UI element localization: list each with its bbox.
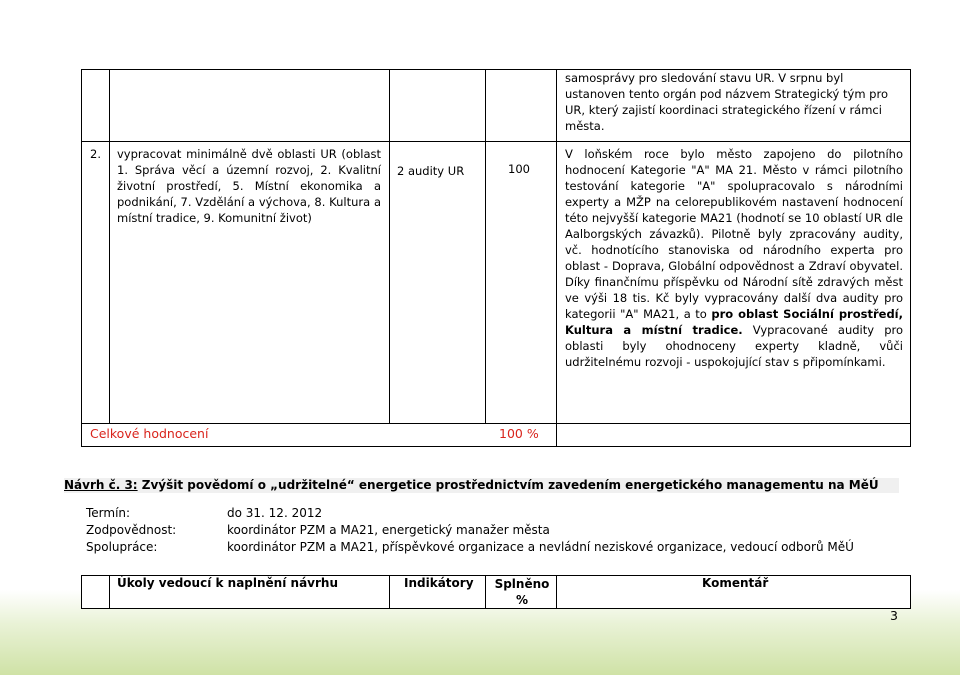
table-divider bbox=[485, 575, 486, 609]
detail-row bbox=[86, 522, 550, 539]
table-divider bbox=[556, 575, 557, 609]
header-comment: Komentář bbox=[702, 576, 769, 590]
detail-value: do 31. 12. 2012 bbox=[227, 506, 323, 520]
table-divider bbox=[109, 575, 110, 609]
page-number: 3 bbox=[890, 608, 898, 623]
row-number: 2. bbox=[90, 147, 101, 161]
detail-value: koordinátor PZM a MA21, příspěvkové organizace a nevládní neziskové organizace, vedoucí odborů MěÚ bbox=[227, 540, 854, 554]
header-tasks: Úkoly vedoucí k naplnění návrhu bbox=[117, 576, 338, 590]
total-value: 100 % bbox=[499, 426, 539, 441]
comment-bold: pro oblast Sociální prostředí, Kultura a místní tradice. bbox=[565, 307, 903, 337]
details-list bbox=[86, 505, 854, 556]
table-divider bbox=[81, 423, 911, 424]
table-divider bbox=[485, 69, 486, 423]
table-divider bbox=[556, 69, 557, 447]
detail-label: Termín: bbox=[86, 506, 131, 520]
header-indicators: Indikátory bbox=[404, 576, 474, 590]
detail-row bbox=[86, 505, 323, 522]
percent-value: 100 bbox=[508, 162, 530, 176]
task-text: vypracovat minimálně dvě oblasti UR (oblast 1. Správa věcí a územní rozvoj, 2. Kvalitní životní prostředí, 5. Místní ekonomika a podnikání, 7. Vzdělání a výchova, 8. Kultura a místní tradice, 9. Komunitní život) bbox=[117, 147, 381, 225]
proposal-heading bbox=[64, 478, 899, 493]
table-divider bbox=[389, 575, 390, 609]
detail-value: koordinátor PZM a MA21, energetický manažer města bbox=[227, 523, 550, 537]
detail-label: Spolupráce: bbox=[86, 540, 158, 554]
proposal-title: Zvýšit povědomí o „udržitelné“ energetice prostřednictvím zavedením energetického managementu na MěÚ bbox=[137, 478, 879, 492]
total-label: Celkové hodnocení bbox=[90, 426, 209, 441]
indicator-text: 2 audity UR bbox=[397, 164, 465, 178]
comment-part1: V loňském roce bylo město zapojeno do pilotního hodnocení Kategorie "A" MA 21. Město v rámci pilotního testování kategorie "A" spolupracovalo s národními experty a MŽP na celorepublikovém nastavení hodnocení této nejvyšší kategorie MA21 (hodnotí se 10 oblastí UR dle Aalborgských závazků). Pilotně byly zpracovány audity, vč. hodnotícího stanoviska od národního experta pro oblast - Doprava, Globální odpovědnost a Zdraví obyvatel. Díky finančnímu příspěvku od Národní sítě zdravých měst ve výši 18 tis. Kč byly vypracovány další dva audity pro kategorii "A" MA21, a to bbox=[565, 147, 903, 321]
detail-label: Zodpovědnost: bbox=[86, 523, 177, 537]
table-divider bbox=[389, 69, 390, 423]
proposal-prefix: Návrh č. 3: bbox=[64, 478, 138, 492]
comment-text bbox=[565, 146, 903, 370]
table-divider bbox=[109, 69, 110, 423]
continuation-text: samosprávy pro sledování stavu UR. V srpnu byl ustanoven tento orgán pod názvem Strategický tým pro UR, který zajistí koordinaci strategického řízení v rámci města. bbox=[565, 71, 888, 133]
header-fulfilled: Splněno % bbox=[494, 577, 550, 607]
table-divider bbox=[81, 141, 911, 142]
detail-row bbox=[86, 539, 854, 556]
comment-part2: Vypracované audity pro oblasti byly ohodnoceny experty kladně, vůči udržitelnému rozvoji - uspokojující stav s připomínkami. bbox=[565, 323, 903, 369]
